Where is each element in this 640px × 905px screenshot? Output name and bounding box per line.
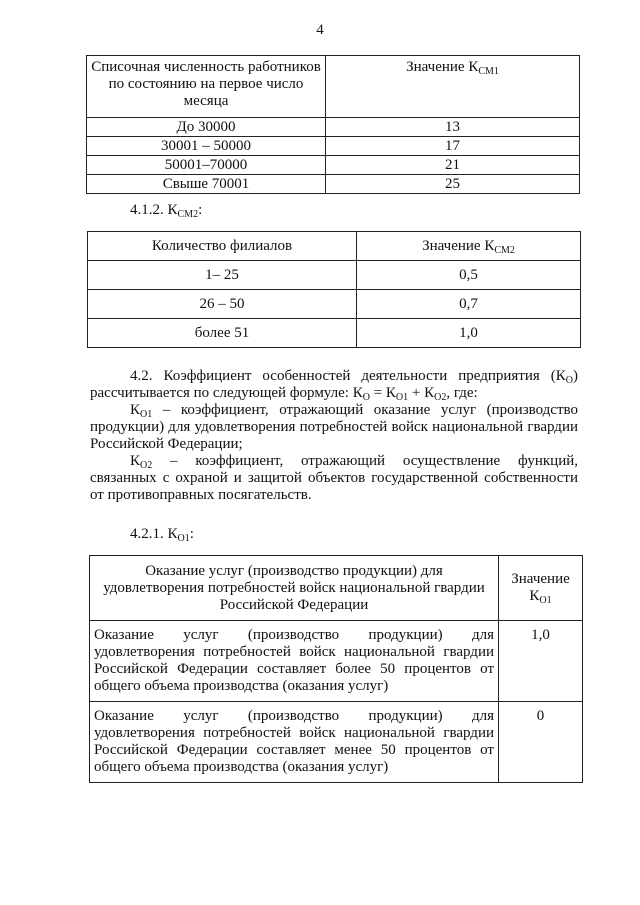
- formula-paragraph: 4.2. Коэффициент особенностей деятельности предприятия $(К_О)$ рассчитывается по следующей формуле: $К_О = К_{О1} + К_{О2}$, где:: [90, 368, 578, 403]
- condition-cell: Оказание услуг (производство продукции) для удовлетворения потребностей войск национальной гвардии Российской Федерации составляет менее 50 процентов от общего объема производства (оказания услуг): [90, 702, 499, 783]
- value-cell: 1,0: [499, 621, 583, 702]
- table-row: [87, 137, 580, 156]
- ko2-definition: $К_{О2}$ – коэффициент, отражающий осуществление функций, связанных с охраной и защитой объектов государственной собственности от противоправных посягательств.: [90, 453, 578, 503]
- table-header-row: [88, 232, 581, 261]
- value-cell: 13: [326, 118, 580, 137]
- table-row: [87, 175, 580, 194]
- range-cell: 26 – 50: [88, 290, 357, 319]
- value-cell: 17: [326, 137, 580, 156]
- table-row: [87, 118, 580, 137]
- table-row: [90, 621, 583, 702]
- range-cell: более 51: [88, 319, 357, 348]
- header-branch-count: Количество филиалов: [88, 232, 357, 261]
- table-header-row: [90, 556, 583, 621]
- condition-cell: Оказание услуг (производство продукции) для удовлетворения потребностей войск национальной гвардии Российской Федерации составляет более 50 процентов от общего объема производства (оказания услуг): [90, 621, 499, 702]
- range-cell: 30001 – 50000: [87, 137, 326, 156]
- range-cell: До 30000: [87, 118, 326, 137]
- value-cell: 21: [326, 156, 580, 175]
- page-number: 4: [316, 22, 324, 38]
- paragraph-4-2: [90, 368, 578, 504]
- range-cell: 50001–70000: [87, 156, 326, 175]
- value-cell: 1,0: [357, 319, 581, 348]
- header-ko1-value: Значение $К_{О1}$: [499, 556, 583, 621]
- header-employee-count: Списочная численность работников по состоянию на первое число месяца: [87, 56, 326, 118]
- header-services: Оказание услуг (производство продукции) для удовлетворения потребностей войск национальной гвардии Российской Федерации: [90, 556, 499, 621]
- table-row: [87, 156, 580, 175]
- section-4-1-2-heading: 4.1.2. $К_{СМ2}$:: [130, 202, 203, 220]
- range-cell: Свыше 70001: [87, 175, 326, 194]
- table-row: [88, 319, 581, 348]
- ko1-definition: $К_{О1}$ – коэффициент, отражающий оказание услуг (производство продукции) для удовлетворения потребностей войск национальной гвардии Российской Федерации;: [90, 402, 578, 452]
- table-row: [88, 290, 581, 319]
- value-cell: 0: [499, 702, 583, 783]
- header-ksm1-value: Значение $К_{СМ1}$: [326, 56, 580, 118]
- branch-count-table: [87, 231, 581, 348]
- section-4-2-1-heading: 4.2.1. $К_{О1}$:: [130, 526, 194, 544]
- table-row: [88, 261, 581, 290]
- value-cell: 0,7: [357, 290, 581, 319]
- value-cell: 0,5: [357, 261, 581, 290]
- employee-count-table: [86, 55, 580, 194]
- services-share-table: [89, 555, 583, 783]
- value-cell: 25: [326, 175, 580, 194]
- header-ksm2-value: Значение $К_{СМ2}$: [357, 232, 581, 261]
- table-row: [90, 702, 583, 783]
- table-header-row: [87, 56, 580, 118]
- range-cell: 1– 25: [88, 261, 357, 290]
